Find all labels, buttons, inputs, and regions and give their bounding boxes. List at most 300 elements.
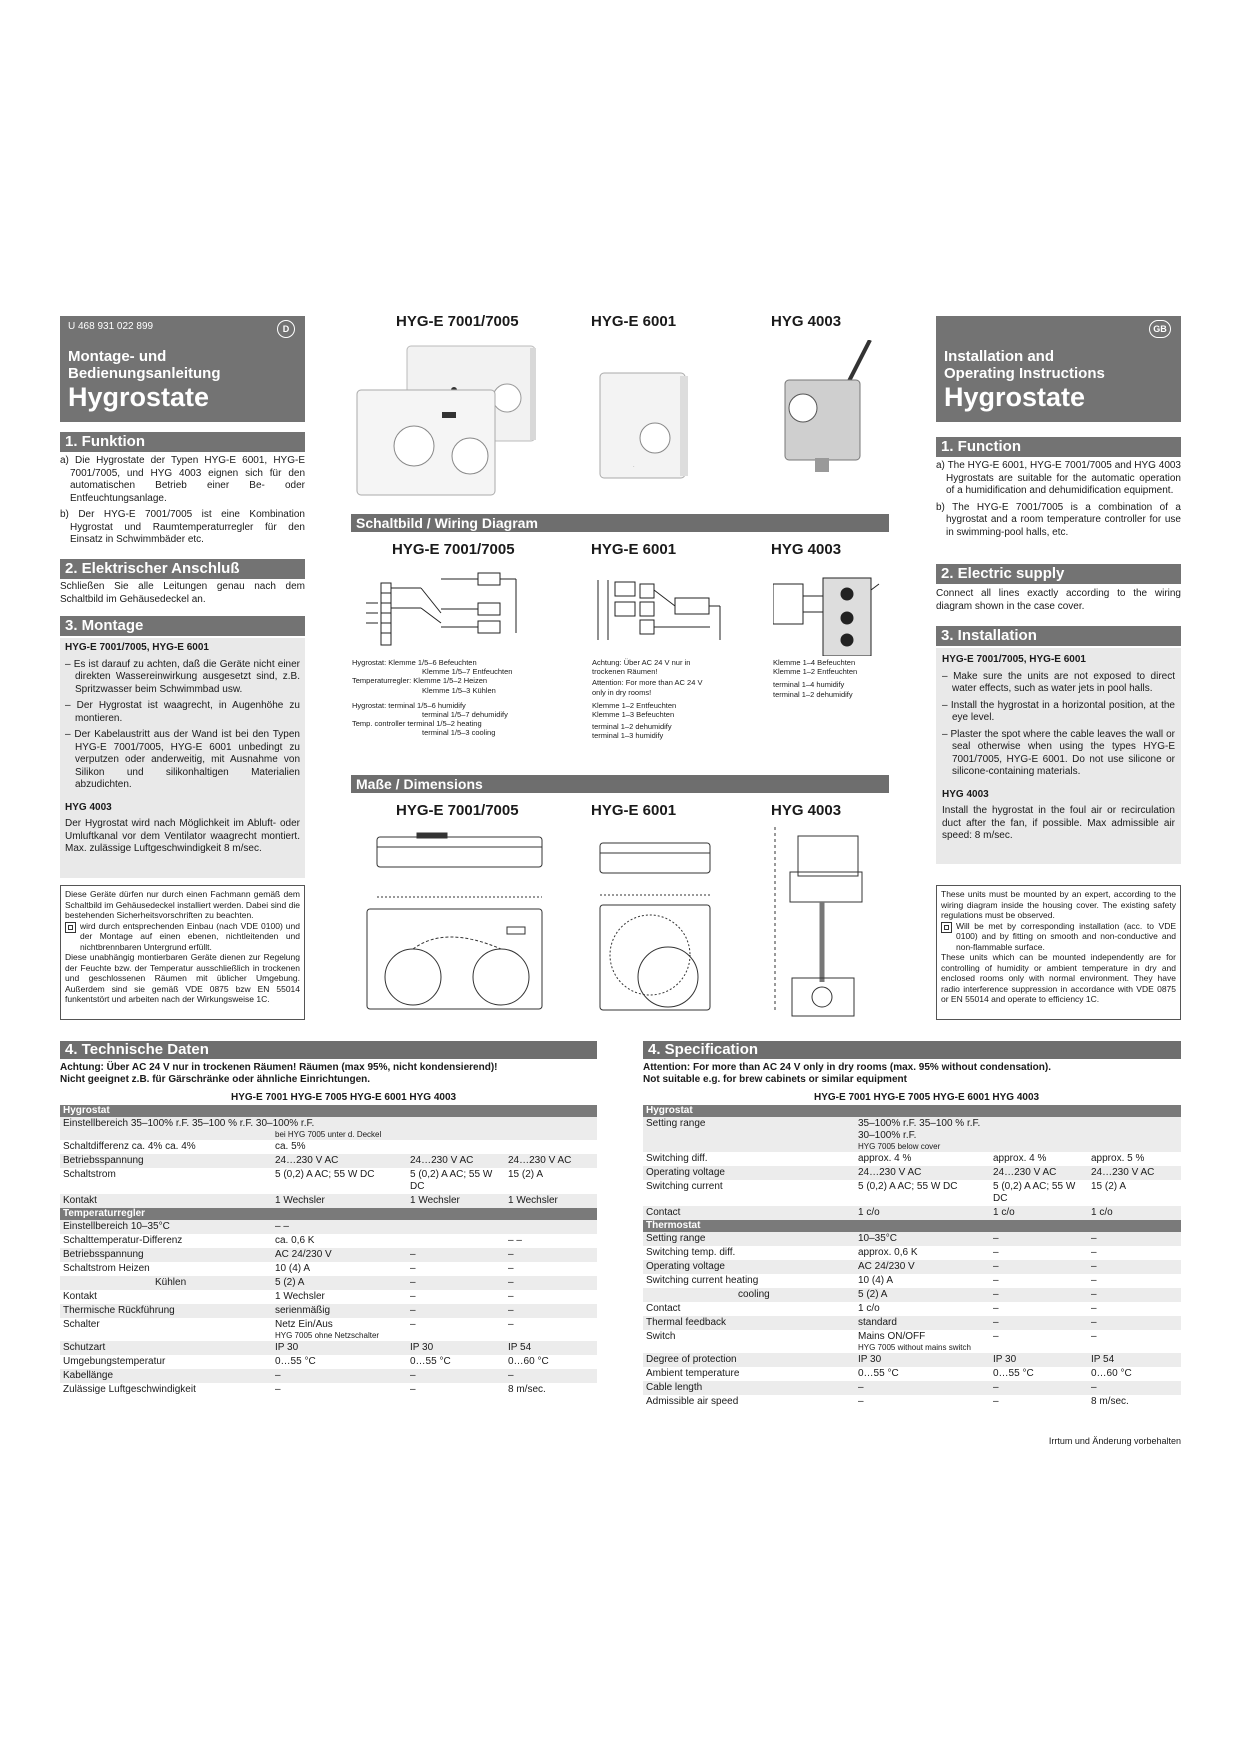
spec-cell-l <box>643 1166 855 1180</box>
spec-cell-text: – <box>410 1263 416 1274</box>
spec-cell-b <box>407 1341 505 1355</box>
de-title-line1: Montage- und <box>68 348 167 365</box>
spec-cell-a <box>272 1140 407 1154</box>
spec-cell-text: Degree of protection <box>646 1354 737 1365</box>
spec-cell-b <box>407 1355 505 1369</box>
spec-cell-text: – <box>1091 1247 1097 1258</box>
wiring-diagram-4003 <box>773 566 883 656</box>
spec-row <box>643 1353 1181 1367</box>
spec-cell-c <box>505 1355 597 1369</box>
spec-cell-l <box>643 1302 855 1316</box>
de-notice-1: Diese Geräte dürfen nur durch einen Fachmann gemäß dem Schaltbild im Gehäusedeckel installiert werden. Dabei sind die bestehenden Sicherheitsvorschriften zu beachten. <box>65 889 300 920</box>
spec-cell-b <box>990 1152 1088 1166</box>
spec-cell-text: 0…60 °C <box>1091 1368 1132 1379</box>
spec-cell-text: – – <box>508 1235 522 1246</box>
spec-cell-text: 0…55 °C <box>858 1368 899 1379</box>
spec-cell-text: IP 54 <box>1091 1354 1115 1365</box>
spec-cell-c <box>505 1234 597 1248</box>
spec-cell-a <box>855 1152 990 1166</box>
spec-cell-c <box>1088 1246 1181 1260</box>
spec-cell-l <box>60 1262 272 1276</box>
spec-cell-text: – <box>1091 1289 1097 1300</box>
spec-cell-b <box>407 1276 505 1290</box>
w3-line: terminal 1–2 dehumidify <box>773 689 853 699</box>
spec-cell-l <box>643 1232 855 1246</box>
spec-cell-b <box>407 1234 505 1248</box>
wiring-title-7001: HYG-E 7001/7005 <box>392 541 515 558</box>
spec-cell-text: IP 54 <box>508 1342 532 1353</box>
spec-cell-c <box>505 1318 597 1341</box>
spec-cell-text: Schaltstrom Heizen <box>63 1263 150 1274</box>
spec-row <box>643 1232 1181 1246</box>
spec-en-warning <box>643 1062 1181 1086</box>
spec-row <box>60 1290 597 1304</box>
spec-cell-text: Setting range <box>646 1118 706 1129</box>
wiring-title-4003: HYG 4003 <box>771 541 842 558</box>
spec-cell-c <box>1088 1206 1181 1220</box>
lang-badge-en: GB <box>1149 320 1171 338</box>
dims-title-7001: HYG-E 7001/7005 <box>396 802 519 819</box>
spec-cell-l <box>643 1260 855 1274</box>
spec-cell-c <box>505 1341 597 1355</box>
spec-cell-text: serienmäßig <box>275 1305 331 1316</box>
spec-cell-text: Schaltdifferenz ca. 4% ca. 4% <box>63 1141 196 1152</box>
spec-cell-c <box>1088 1260 1181 1274</box>
spec-cell-text: 0…55 °C <box>410 1356 451 1367</box>
de-s1-a: a) Die Hygrostate der Typen HYG-E 6001, HYG-E 7001/7005, und HYG 4003 eignen sich für den automatischen Betrieb einer Be- oder Entfeuchtungsanlage. <box>60 455 305 504</box>
spec-cell-a <box>855 1180 990 1206</box>
de-s3-text2: Der Hygrostat wird nach Möglichkeit im Abluft- oder Umluftkanal vor dem Ventilator waagrecht montiert. Max. zulässige Luftgeschwindigkeit 8 m/sec. <box>65 818 300 854</box>
spec-cell-c <box>505 1194 597 1208</box>
spec-cell-l <box>60 1383 272 1397</box>
spec-section-header <box>643 1105 1181 1117</box>
spec-en-warn1: Attention: For more than AC 24 V only in dry rooms (max. 95% without condensation). <box>643 1062 1051 1073</box>
spec-cell-a <box>272 1341 407 1355</box>
spec-cell-a <box>272 1304 407 1318</box>
w2-line: Klemme 1–3 Befeuchten <box>592 710 675 720</box>
dims-title: Maße / Dimensions <box>351 775 889 793</box>
footer-note: Irrtum und Änderung vorbehalten <box>1048 1436 1181 1446</box>
spec-cell-text: – <box>508 1370 514 1381</box>
w3-line: Klemme 1–2 Entfeuchten <box>773 667 858 677</box>
photo-title-4003: HYG 4003 <box>771 313 842 330</box>
spec-en-table-wrap <box>643 1105 1181 1409</box>
spec-cell-text: 24…230 V AC <box>275 1155 339 1166</box>
spec-cell-text: Contact <box>646 1303 681 1314</box>
en-s1-a: a) The HYG-E 6001, HYG-E 7001/7005 and HYG 4003 Hygrostats are suitable for the automatic operation of a humidification and dehumidification equipment. <box>936 460 1181 496</box>
spec-cell-text: Switching current heating <box>646 1275 759 1286</box>
spec-cell-a <box>272 1248 407 1262</box>
spec-cell-c <box>505 1262 597 1276</box>
spec-cell-text: – <box>508 1319 514 1330</box>
spec-cell-c <box>1088 1302 1181 1316</box>
w1-line: Temperaturregler: Klemme 1/5–2 Heizen <box>352 676 488 686</box>
spec-cell-b <box>990 1288 1088 1302</box>
w2-line: terminal 1–2 dehumidify <box>592 722 672 732</box>
spec-cell-text: – <box>508 1249 514 1260</box>
en-title-big: Hygrostate <box>944 382 1086 412</box>
spec-cell-text: – <box>993 1382 999 1393</box>
spec-cell-a <box>855 1367 990 1381</box>
spec-cell-c <box>505 1276 597 1290</box>
spec-cell-l <box>643 1206 855 1220</box>
spec-cell-text: Switching diff. <box>646 1153 708 1164</box>
spec-cell-text: – <box>1091 1275 1097 1286</box>
spec-row <box>643 1395 1181 1409</box>
spec-cell-b <box>990 1316 1088 1330</box>
spec-de-warn2: Nicht geeignet z.B. für Gärschränke oder ähnliche Einrichtungen. <box>60 1074 371 1085</box>
en-s3-title: 3. Installation <box>936 626 1181 646</box>
spec-cell-l <box>60 1341 272 1355</box>
spec-cell-text: IP 30 <box>993 1354 1017 1365</box>
en-s1-title: 1. Function <box>936 437 1181 457</box>
spec-cell-b <box>990 1330 1088 1353</box>
spec-cell-text: 5 (0,2) A AC; 55 W DC <box>275 1169 375 1180</box>
de-title-big: Hygrostate <box>68 382 210 412</box>
spec-row <box>643 1274 1181 1288</box>
spec-de-table-wrap <box>60 1105 597 1397</box>
spec-en-warn2: Not suitable e.g. for brew cabinets or similar equipment <box>643 1074 907 1085</box>
w1-line: Hygrostat: Klemme 1/5–6 Befeuchten <box>352 658 477 667</box>
spec-de-warning <box>60 1062 597 1086</box>
spec-cell-text: 1 Wechsler <box>410 1195 460 1206</box>
spec-cell-text: Kühlen <box>155 1277 187 1288</box>
spec-cell-b <box>407 1304 505 1318</box>
spec-en-table <box>643 1105 1181 1409</box>
en-notice-1: These units must be mounted by an expert, according to the wiring diagram inside the housing cover. The existing safety regulations must be observed. <box>941 889 1176 920</box>
de-header-box <box>60 316 305 422</box>
spec-en-colhead: HYG-E 7001 HYG-E 7005 HYG-E 6001 HYG 4003 <box>814 1092 1040 1103</box>
spec-cell-l <box>643 1288 855 1302</box>
spec-cell-b <box>407 1318 505 1341</box>
spec-row <box>60 1140 597 1154</box>
spec-cell-l <box>643 1246 855 1260</box>
en-notice-3: These units which can be mounted independently are for controlling of humidity or ambient temperature in dry and enclosed rooms only with normal environment. They have radio interference suppression in accordance with VDE 0875 or EN 55014 and operate to efficiency 1C. <box>941 952 1176 1004</box>
dims-title-4003: HYG 4003 <box>771 802 842 819</box>
spec-cell-a <box>855 1274 990 1288</box>
spec-cell-text: Zulässige Luftgeschwindigkeit <box>63 1384 196 1395</box>
spec-cell-text: Switch <box>646 1331 676 1342</box>
spec-cell-l <box>60 1248 272 1262</box>
dims-drawing-6001 <box>590 825 730 1015</box>
spec-cell-b <box>990 1367 1088 1381</box>
spec-row <box>60 1341 597 1355</box>
en-s1-b: b) The HYG-E 7001/7005 is a combination of a hygrostat and a room temperature controller for use in swimming-pool halls, etc. <box>936 501 1181 538</box>
spec-cell-l <box>60 1140 272 1154</box>
spec-cell-text: Umgebungstemperatur <box>63 1356 166 1367</box>
spec-cell-c <box>505 1290 597 1304</box>
spec-cell-text: – <box>1091 1317 1097 1328</box>
spec-cell-c <box>1088 1117 1181 1152</box>
spec-cell-l <box>643 1316 855 1330</box>
spec-cell-text: 1 Wechsler <box>275 1195 325 1206</box>
spec-cell-b <box>990 1302 1088 1316</box>
spec-cell-c <box>1088 1152 1181 1166</box>
spec-section-header <box>60 1105 597 1117</box>
spec-cell-text: – <box>275 1384 281 1395</box>
en-s3-b2: – Install the hygrostat in a horizontal position, at the eye level. <box>942 699 1175 723</box>
spec-row <box>643 1260 1181 1274</box>
w1-line: Klemme 1/5–7 Entfeuchten <box>422 667 513 677</box>
spec-cell-l <box>60 1220 272 1234</box>
spec-cell-text: 1 c/o <box>858 1207 880 1218</box>
spec-cell-l <box>643 1367 855 1381</box>
spec-cell-text: – <box>993 1275 999 1286</box>
spec-cell-a <box>272 1318 407 1341</box>
spec-cell-text: 5 (0,2) A AC; 55 W DC <box>993 1181 1076 1204</box>
spec-cell-a <box>272 1383 407 1397</box>
spec-cell-text: 15 (2) A <box>1091 1181 1127 1192</box>
spec-cell-text: 24…230 V AC <box>858 1167 922 1178</box>
w3-line: terminal 1–4 humidify <box>773 680 845 690</box>
de-title-line2: Bedienungsanleitung <box>68 365 221 382</box>
spec-cell-text: approx. 5 % <box>1091 1153 1145 1164</box>
spec-cell-b <box>407 1290 505 1304</box>
w1-line: terminal 1/5–3 cooling <box>422 728 496 738</box>
spec-cell-l <box>643 1330 855 1353</box>
spec-row <box>643 1302 1181 1316</box>
spec-cell-note: HYG 7005 below cover <box>858 1142 941 1151</box>
spec-row <box>643 1117 1181 1152</box>
spec-section-label: Hygrostat <box>643 1105 1181 1117</box>
spec-cell-a <box>272 1154 407 1168</box>
spec-cell-c <box>1088 1353 1181 1367</box>
spec-cell-text: – <box>993 1289 999 1300</box>
spec-cell-text: – <box>410 1370 416 1381</box>
spec-cell-a <box>272 1262 407 1276</box>
spec-cell-a <box>272 1220 407 1234</box>
spec-cell-a <box>855 1288 990 1302</box>
spec-cell-a <box>272 1194 407 1208</box>
spec-cell-text: Netz Ein/Aus <box>275 1319 333 1330</box>
spec-row <box>643 1367 1181 1381</box>
spec-cell-text: – <box>858 1396 864 1407</box>
spec-cell-text: 15 (2) A <box>508 1169 544 1180</box>
spec-cell-text: Thermische Rückführung <box>63 1305 175 1316</box>
en-s2-title: 2. Electric supply <box>936 564 1181 584</box>
spec-row <box>643 1246 1181 1260</box>
en-s1-body <box>936 460 1181 543</box>
spec-cell-b <box>990 1274 1088 1288</box>
spec-cell-text: 10 (4) A <box>275 1263 311 1274</box>
spec-row <box>60 1154 597 1168</box>
spec-cell-text: – <box>410 1319 416 1330</box>
spec-cell-text: – <box>410 1384 416 1395</box>
spec-cell-text: 5 (0,2) A AC; 55 W DC <box>858 1181 958 1192</box>
spec-cell-text: 5 (2) A <box>275 1277 305 1288</box>
spec-cell-text: Ambient temperature <box>646 1368 740 1379</box>
spec-cell-c <box>1088 1274 1181 1288</box>
dims-title-6001: HYG-E 6001 <box>591 802 677 819</box>
spec-cell-text: approx. 4 % <box>993 1153 1047 1164</box>
spec-row <box>643 1381 1181 1395</box>
spec-cell-text: Contact <box>646 1207 681 1218</box>
spec-cell-a <box>855 1117 990 1152</box>
spec-cell-c <box>1088 1316 1181 1330</box>
spec-cell-l <box>60 1290 272 1304</box>
spec-cell-text: – <box>410 1305 416 1316</box>
spec-cell-c <box>505 1220 597 1234</box>
spec-row <box>60 1194 597 1208</box>
de-notice-3: Diese unabhängig montierbaren Geräte dienen zur Regelung der Feuchte bzw. der Temperatur ausschließlich in trockenen und geschlossenen Räumen mit üblicher Umgebung. Außerdem sind sie gemäß VDE 0875 bzw EN 55014 funkentstört und arbeiten nach der Wirkungsweise 1C. <box>65 952 300 1004</box>
spec-cell-text: 1 c/o <box>993 1207 1015 1218</box>
spec-cell-l <box>643 1381 855 1395</box>
spec-cell-l <box>60 1318 272 1341</box>
spec-cell-a <box>855 1395 990 1409</box>
spec-cell-text: 5 (0,2) A AC; 55 W DC <box>410 1169 493 1192</box>
spec-cell-l <box>643 1353 855 1367</box>
photo-hyg-e-7001 <box>352 338 542 503</box>
spec-cell-b <box>407 1140 505 1154</box>
spec-cell-text: 24…230 V AC <box>1091 1167 1155 1178</box>
spec-row <box>60 1304 597 1318</box>
spec-cell-text: 10–35°C <box>858 1233 898 1244</box>
spec-cell-a <box>272 1369 407 1383</box>
spec-section-header <box>643 1220 1181 1232</box>
spec-cell-l <box>60 1234 272 1248</box>
spec-cell-l <box>643 1395 855 1409</box>
spec-cell-text: 24…230 V AC <box>993 1167 1057 1178</box>
dims-drawing-7001 <box>355 825 555 1015</box>
wiring-caption-7001 <box>352 658 532 738</box>
spec-cell-c <box>1088 1330 1181 1353</box>
spec-section-label: Hygrostat <box>60 1105 597 1117</box>
photo-hyg-e-6001 <box>595 368 695 483</box>
w1-line: Temp. controller terminal 1/5–2 heating <box>352 719 482 729</box>
w3-line: Klemme 1–4 Befeuchten <box>773 658 856 667</box>
spec-row <box>60 1369 597 1383</box>
spec-cell-text: – – <box>275 1221 289 1232</box>
en-s3-b1: – Make sure the units are not exposed to direct water effects, such as water jets in pool halls. <box>942 670 1175 694</box>
spec-cell-text: – <box>410 1277 416 1288</box>
spec-cell-text: – <box>508 1291 514 1302</box>
spec-cell-c <box>505 1304 597 1318</box>
spec-cell-text: Admissible air speed <box>646 1396 739 1407</box>
spec-de-table <box>60 1105 597 1397</box>
en-title-line2: Operating Instructions <box>944 365 1105 382</box>
spec-cell-b <box>990 1206 1088 1220</box>
spec-cell-text: – <box>1091 1331 1097 1342</box>
spec-de-title: 4. Technische Daten <box>60 1041 597 1059</box>
spec-section-label: Temperaturregler <box>60 1208 597 1220</box>
spec-row <box>60 1355 597 1369</box>
de-s3-sub2: HYG 4003 <box>65 801 112 813</box>
spec-cell-text: standard <box>858 1317 897 1328</box>
spec-cell-b <box>990 1353 1088 1367</box>
spec-cell-b <box>990 1166 1088 1180</box>
de-notice-2: wird durch entsprechenden Einbau (nach VDE 0100) und der Montage auf einen ebenen, nichtleitenden und nichtbrennbaren Untergrund erfüllt. <box>80 920 300 952</box>
spec-row <box>643 1330 1181 1353</box>
en-s2-text: Connect all lines exactly according to the wiring diagram shown in the case cover. <box>936 588 1181 612</box>
spec-row <box>643 1180 1181 1206</box>
spec-cell-text: 8 m/sec. <box>508 1384 546 1395</box>
wiring-title-6001: HYG-E 6001 <box>591 541 677 558</box>
spec-de-warn1: Achtung: Über AC 24 V nur in trockenen Räumen! Räumen (max 95%, nicht kondensierend)! <box>60 1062 498 1073</box>
spec-row <box>643 1152 1181 1166</box>
spec-cell-text: – <box>993 1261 999 1272</box>
spec-cell-l <box>60 1276 272 1290</box>
spec-cell-text: 24…230 V AC <box>508 1155 572 1166</box>
w2-line: Klemme 1–2 Entfeuchten <box>592 700 677 710</box>
spec-cell-text: – <box>993 1233 999 1244</box>
spec-cell-a <box>855 1302 990 1316</box>
spec-cell-a <box>855 1206 990 1220</box>
photo-title-6001: HYG-E 6001 <box>591 313 677 330</box>
wiring-diagram-6001 <box>590 570 730 650</box>
spec-cell-b <box>990 1381 1088 1395</box>
spec-row <box>60 1117 597 1140</box>
w1-line: terminal 1/5–7 dehumidify <box>422 710 508 720</box>
w1-line: Hygrostat: terminal 1/5–6 humidify <box>352 700 466 710</box>
spec-cell-c <box>505 1140 597 1154</box>
spec-cell-l <box>643 1117 855 1152</box>
spec-row <box>60 1262 597 1276</box>
spec-cell-text: 1 c/o <box>1091 1207 1113 1218</box>
spec-cell-l <box>643 1152 855 1166</box>
spec-cell-text: Setting range <box>646 1233 706 1244</box>
spec-cell-text: IP 30 <box>410 1342 434 1353</box>
spec-cell-note: bei HYG 7005 unter d. Deckel <box>275 1130 382 1139</box>
de-s3-title: 3. Montage <box>60 616 305 636</box>
spec-cell-l <box>60 1117 597 1140</box>
spec-cell-b <box>407 1369 505 1383</box>
spec-cell-text: – <box>410 1291 416 1302</box>
en-s3-box <box>936 648 1181 864</box>
spec-section-header <box>60 1208 597 1220</box>
spec-cell-a <box>855 1166 990 1180</box>
spec-cell-text: – <box>275 1370 281 1381</box>
spec-section-label: Thermostat <box>643 1220 1181 1232</box>
spec-cell-c <box>1088 1180 1181 1206</box>
spec-cell-b <box>407 1154 505 1168</box>
spec-row <box>643 1206 1181 1220</box>
spec-cell-c <box>505 1154 597 1168</box>
spec-cell-c <box>1088 1166 1181 1180</box>
spec-cell-note: HYG 7005 ohne Netzschalter <box>275 1331 380 1340</box>
en-notice <box>936 885 1181 1020</box>
dims-drawing-4003 <box>770 822 890 1018</box>
spec-cell-c <box>1088 1232 1181 1246</box>
spec-cell-text: – <box>993 1247 999 1258</box>
spec-cell-text: Kabellänge <box>63 1370 114 1381</box>
spec-cell-a <box>855 1330 990 1353</box>
spec-cell-a <box>855 1260 990 1274</box>
en-notice-2: Will be met by corresponding installation (acc. to VDE 0100) and by fitting on smooth and non-conductive and non-flammable surface. <box>956 920 1176 952</box>
spec-row <box>60 1248 597 1262</box>
spec-cell-text: Switching current <box>646 1181 723 1192</box>
spec-cell-b <box>407 1383 505 1397</box>
spec-cell-text: approx. 4 % <box>858 1153 912 1164</box>
spec-row <box>60 1168 597 1194</box>
spec-cell-l <box>60 1168 272 1194</box>
spec-cell-b <box>990 1180 1088 1206</box>
spec-cell-b <box>407 1262 505 1276</box>
spec-cell-a <box>855 1353 990 1367</box>
spec-cell-text: Kontakt <box>63 1195 97 1206</box>
spec-cell-l <box>643 1274 855 1288</box>
spec-cell-text: ca. 0,6 K <box>275 1235 315 1246</box>
en-s3-text2: Install the hygrostat in the foul air or recirculation duct after the fan, if possible. Max admissible air speed: 8 m/sec. <box>942 805 1175 841</box>
spec-cell-c <box>505 1168 597 1194</box>
spec-row <box>643 1288 1181 1302</box>
spec-cell-text: 1 Wechsler <box>275 1291 325 1302</box>
spec-cell-text: Thermal feedback <box>646 1317 727 1328</box>
spec-cell-text: Switching temp. diff. <box>646 1247 736 1258</box>
spec-cell-text: – <box>993 1396 999 1407</box>
spec-cell-text: AC 24/230 V <box>275 1249 332 1260</box>
spec-cell-b <box>407 1194 505 1208</box>
spec-cell-text: Cable length <box>646 1382 703 1393</box>
